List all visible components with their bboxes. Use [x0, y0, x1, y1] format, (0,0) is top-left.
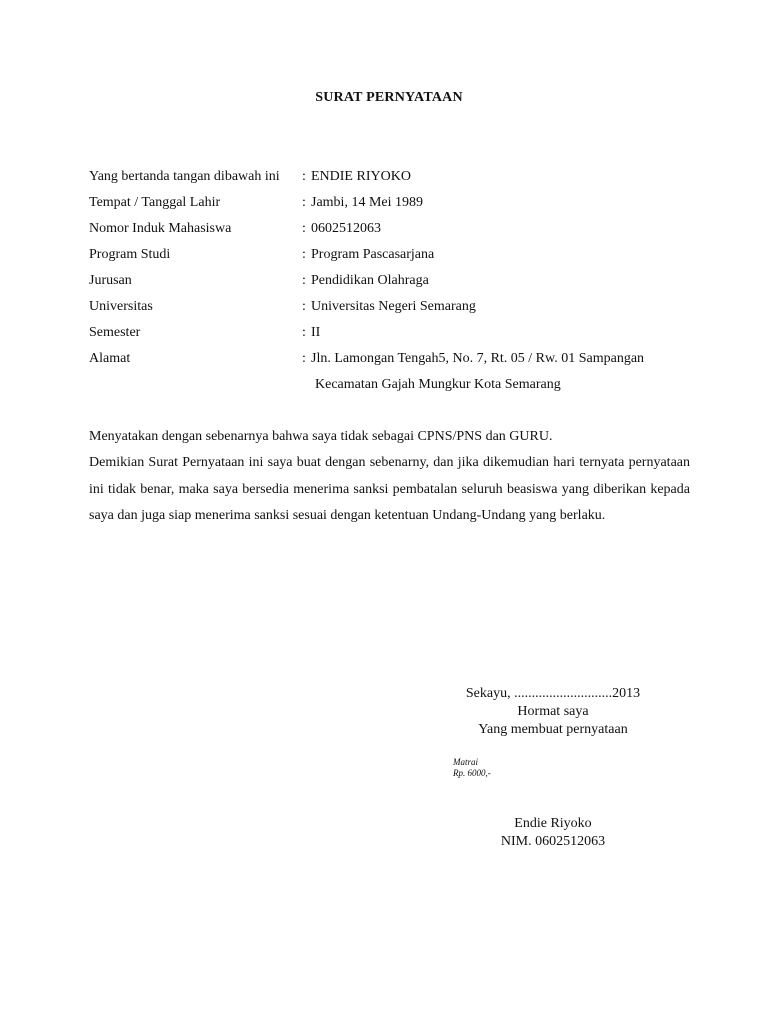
identity-row-university — [89, 296, 709, 322]
signature-header — [440, 685, 666, 739]
identity-colon: : — [302, 221, 306, 236]
identity-address-value — [311, 346, 644, 398]
identity-value: Pendidikan Olahraga — [311, 273, 429, 288]
page-title: SURAT PERNYATAAN — [315, 90, 463, 105]
identity-label: Tempat / Tanggal Lahir — [89, 195, 221, 210]
identity-label: Alamat — [89, 351, 131, 366]
matrai-value: Rp. 6000,- — [453, 768, 491, 778]
stamp-duty-note — [453, 757, 491, 779]
identity-colon: : — [302, 195, 306, 210]
identity-colon: : — [302, 325, 306, 340]
matrai-label: Matrai — [453, 757, 479, 767]
closing-greeting: Hormat saya — [517, 704, 589, 719]
identity-label: Universitas — [89, 299, 153, 314]
signer-name: Endie Riyoko — [514, 816, 592, 831]
identity-colon: : — [302, 351, 306, 366]
identity-colon: : — [302, 169, 306, 184]
identity-value: Universitas Negeri Semarang — [311, 299, 476, 314]
identity-value: Program Pascasarjana — [311, 247, 435, 262]
identity-value: II — [311, 325, 321, 340]
place-date: Sekayu, ............................2013 — [465, 686, 641, 701]
closing-paragraph: Demikian Surat Pernyataan ini saya buat dengan sebenarny, dan jika dikemudian hari ternyata pernyataan ini tidak benar, maka saya bersedia menerima sanksi pembatalan seluruh beasiswa yang diberikan kepada saya dan juga siap menerima sanksi sesuai dengan ketentuan Undang-Undang yang berlaku. — [89, 455, 690, 523]
identity-block — [89, 166, 709, 400]
identity-label: Yang bertanda tangan dibawah ini — [89, 169, 280, 184]
signer-nim: NIM. 0602512063 — [500, 834, 606, 849]
identity-label: Nomor Induk Mahasiswa — [89, 221, 232, 236]
identity-value: 0602512063 — [311, 221, 381, 236]
maker-label: Yang membuat pernyataan — [478, 722, 628, 737]
address-line-1: Jln. Lamongan Tengah5, No. 7, Rt. 05 / Rw. 01 Sampangan — [311, 351, 645, 366]
identity-value: Jambi, 14 Mei 1989 — [311, 195, 423, 210]
identity-row-major — [89, 270, 709, 296]
identity-colon: : — [302, 247, 306, 262]
identity-label: Semester — [89, 325, 141, 340]
identity-label: Jurusan — [89, 273, 132, 288]
identity-row-birth — [89, 192, 709, 218]
identity-row-nim — [89, 218, 709, 244]
signer-block — [440, 815, 666, 851]
identity-value: ENDIE RIYOKO — [311, 169, 411, 184]
identity-colon: : — [302, 299, 306, 314]
identity-row-address — [89, 348, 709, 400]
identity-row-program — [89, 244, 709, 270]
identity-colon: : — [302, 273, 306, 288]
identity-row-name — [89, 166, 709, 192]
statement-paragraph: Menyatakan dengan sebenarnya bahwa saya tidak sebagai CPNS/PNS dan GURU. — [89, 429, 553, 444]
identity-label: Program Studi — [89, 247, 171, 262]
statement-body — [89, 424, 690, 529]
address-line-2: Kecamatan Gajah Mungkur Kota Semarang — [315, 377, 561, 392]
identity-row-semester — [89, 322, 709, 348]
